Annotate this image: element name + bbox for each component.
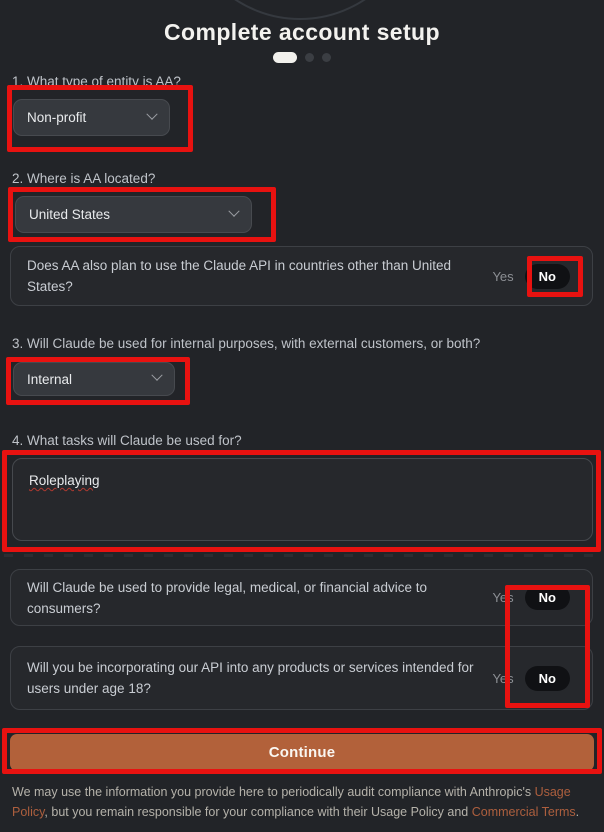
yes-option[interactable]: Yes [492, 670, 514, 686]
usage-purpose-select[interactable] [13, 362, 175, 396]
continue-button[interactable]: Continue [10, 734, 594, 771]
minors-card [10, 646, 593, 710]
step-indicator [0, 52, 604, 63]
commercial-terms-link[interactable]: Commercial Terms [471, 804, 576, 819]
yes-option[interactable]: Yes [492, 590, 514, 605]
footer-text: We may use the information you provide here to periodically audit compliance with Anthropic's [12, 785, 535, 799]
chevron-down-icon [146, 108, 157, 119]
advice-question: Will Claude be used to provide legal, medical, or financial advice to consumers? [27, 579, 427, 616]
chevron-down-icon [151, 370, 162, 381]
entity-type-select[interactable] [13, 99, 170, 136]
no-option-selected[interactable]: No [525, 666, 570, 691]
other-countries-card [10, 246, 593, 306]
step-dot [322, 53, 331, 62]
other-countries-question: Does AA also plan to use the Claude API in countries other than United States? [27, 258, 452, 294]
logo-circle [182, 0, 418, 20]
step-dot-active [273, 52, 297, 63]
no-option-selected[interactable]: No [525, 264, 570, 289]
yes-no-toggle [492, 264, 570, 289]
minors-question: Will you be incorporating our API into any products or services intended for users under age 18? [27, 660, 474, 696]
page-title: Complete account setup [164, 19, 440, 45]
dotted-divider [4, 554, 600, 557]
yes-no-toggle [492, 585, 570, 610]
tasks-label: 4. What tasks will Claude be used for? [12, 433, 242, 448]
compliance-footer [12, 783, 600, 822]
chevron-down-icon [228, 205, 239, 216]
yes-option[interactable]: Yes [492, 268, 514, 284]
tasks-text: Roleplaying [29, 473, 100, 488]
usage-policy-link[interactable]: Usage Policy [12, 785, 571, 819]
yes-no-toggle [492, 666, 570, 691]
entity-type-label: 1. What type of entity is AA? [12, 74, 181, 89]
usage-purpose-label: 3. Will Claude be used for internal purposes, with external customers, or both? [12, 336, 481, 351]
no-option-selected[interactable]: No [525, 585, 570, 610]
tasks-textarea[interactable] [12, 458, 593, 541]
usage-purpose-value: Internal [27, 371, 73, 387]
location-value: United States [29, 207, 111, 222]
entity-type-value: Non-profit [27, 110, 87, 125]
location-label: 2. Where is AA located? [12, 171, 156, 186]
footer-text: . [575, 804, 580, 819]
step-dot [305, 53, 314, 62]
footer-text: , but you remain responsible for your compliance with their Usage Policy and [44, 804, 472, 819]
advice-card [10, 569, 593, 626]
location-select[interactable] [15, 196, 252, 233]
